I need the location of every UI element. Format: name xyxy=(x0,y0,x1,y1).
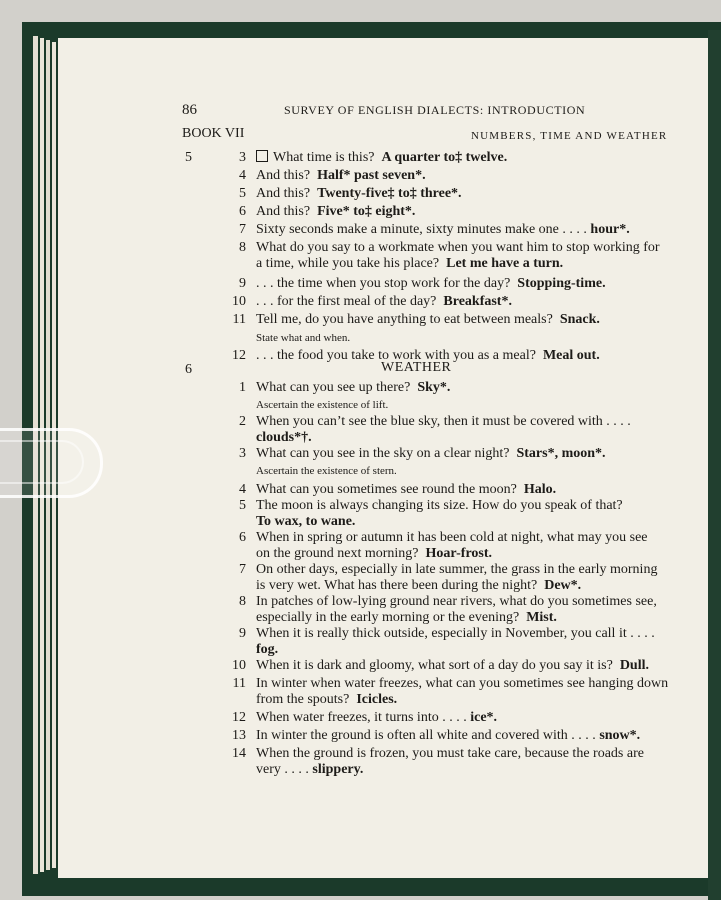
question-line: When it is dark and gloomy, what sort of a day do you say it is? Dull. xyxy=(256,658,649,673)
question-line: What time is this? A quarter to‡ twelve. xyxy=(256,150,507,166)
right-cover-edge xyxy=(708,30,721,900)
instruction-note: Ascertain the existence of lift. xyxy=(256,399,389,411)
question-line: What can you see in the sky on a clear night? Stars*, moon*. xyxy=(256,446,606,461)
section-title: NUMBERS, TIME AND WEATHER xyxy=(471,130,668,142)
answer: clouds*†. xyxy=(256,430,312,445)
question-line: . . . the time when you stop work for the day? Stopping-time. xyxy=(256,276,606,291)
item-number: 8 xyxy=(239,240,246,255)
question-line: In winter the ground is often all white and covered with . . . . snow*. xyxy=(256,728,641,743)
question-line: . . . for the first meal of the day? Breakfast*. xyxy=(256,294,512,309)
instruction-note: State what and when. xyxy=(256,332,351,344)
item-number: 11 xyxy=(232,312,246,327)
instruction-note: Ascertain the existence of stern. xyxy=(256,465,397,477)
page-number: 86 xyxy=(182,102,197,118)
item-number: 8 xyxy=(239,594,246,609)
item-number: 3 xyxy=(239,150,246,165)
item-number: 13 xyxy=(232,728,246,743)
question-line: is very wet. What has there been during the night? Dew*. xyxy=(256,578,582,593)
item-number: 10 xyxy=(232,658,246,673)
question-line: When you can’t see the blue sky, then it must be covered with . . . . xyxy=(256,414,631,429)
item-number: 4 xyxy=(239,482,246,497)
checkbox-icon xyxy=(256,150,268,162)
answer: fog. xyxy=(256,642,279,657)
question-line: . . . the food you take to work with you as a meal? Meal out. xyxy=(256,348,600,363)
question-line: What can you see up there? Sky*. xyxy=(256,380,451,395)
item-number: 9 xyxy=(239,626,246,641)
question-line: on the ground next morning? Hoar-frost. xyxy=(256,546,493,561)
question-line: Sixty seconds make a minute, sixty minutes make one . . . . hour*. xyxy=(256,222,630,237)
item-number: 7 xyxy=(239,562,246,577)
item-number: 6 xyxy=(239,530,246,545)
section-number: 6 xyxy=(185,362,192,377)
question-line: a time, while you take his place? Let me have a turn. xyxy=(256,256,564,271)
question-line: When it is really thick outside, especially in November, you call it . . . . xyxy=(256,626,655,641)
item-number: 6 xyxy=(239,204,246,219)
question-line: And this? Five* to‡ eight*. xyxy=(256,204,416,219)
item-number: 2 xyxy=(239,414,246,429)
item-number: 5 xyxy=(239,186,246,201)
question-line: What do you say to a workmate when you want him to stop working for xyxy=(256,240,660,255)
question-line: When the ground is frozen, you must take care, because the roads are xyxy=(256,746,644,761)
book-label: BOOK VII xyxy=(182,126,245,141)
item-number: 9 xyxy=(239,276,246,291)
item-number: 14 xyxy=(232,746,246,761)
question-line: The moon is always changing its size. How do you speak of that? xyxy=(256,498,623,513)
question-line: Tell me, do you have anything to eat between meals? Snack. xyxy=(256,312,600,327)
running-head: SURVEY OF ENGLISH DIALECTS: INTRODUCTION xyxy=(284,103,586,117)
question-line: from the spouts? Icicles. xyxy=(256,692,398,707)
item-number: 7 xyxy=(239,222,246,237)
page-clip-inner xyxy=(0,440,84,484)
item-number: 12 xyxy=(232,710,246,725)
question-line: What can you sometimes see round the moon? Halo. xyxy=(256,482,557,497)
item-number: 12 xyxy=(232,348,246,363)
answer: To wax, to wane. xyxy=(256,514,356,529)
question-line: In winter when water freezes, what can you sometimes see hanging down xyxy=(256,676,669,691)
section-number: 5 xyxy=(185,150,192,165)
item-number: 4 xyxy=(239,168,246,183)
question-line: When water freezes, it turns into . . . . ice*. xyxy=(256,710,498,725)
question-line: On other days, especially in late summer, the grass in the early morning xyxy=(256,562,658,577)
question-line: And this? Half* past seven*. xyxy=(256,168,426,183)
question-line: And this? Twenty-five‡ to‡ three*. xyxy=(256,186,462,201)
item-number: 1 xyxy=(239,380,246,395)
question-line: very . . . . slippery. xyxy=(256,762,364,777)
question-line: especially in the early morning or the evening? Mist. xyxy=(256,610,557,625)
item-number: 10 xyxy=(232,294,246,309)
section-heading: WEATHER xyxy=(381,360,452,375)
item-number: 3 xyxy=(239,446,246,461)
question-line: When in spring or autumn it has been cold at night, what may you see xyxy=(256,530,648,545)
item-number: 11 xyxy=(232,676,246,691)
question-line: In patches of low-lying ground near rivers, what do you sometimes see, xyxy=(256,594,657,609)
item-number: 5 xyxy=(239,498,246,513)
